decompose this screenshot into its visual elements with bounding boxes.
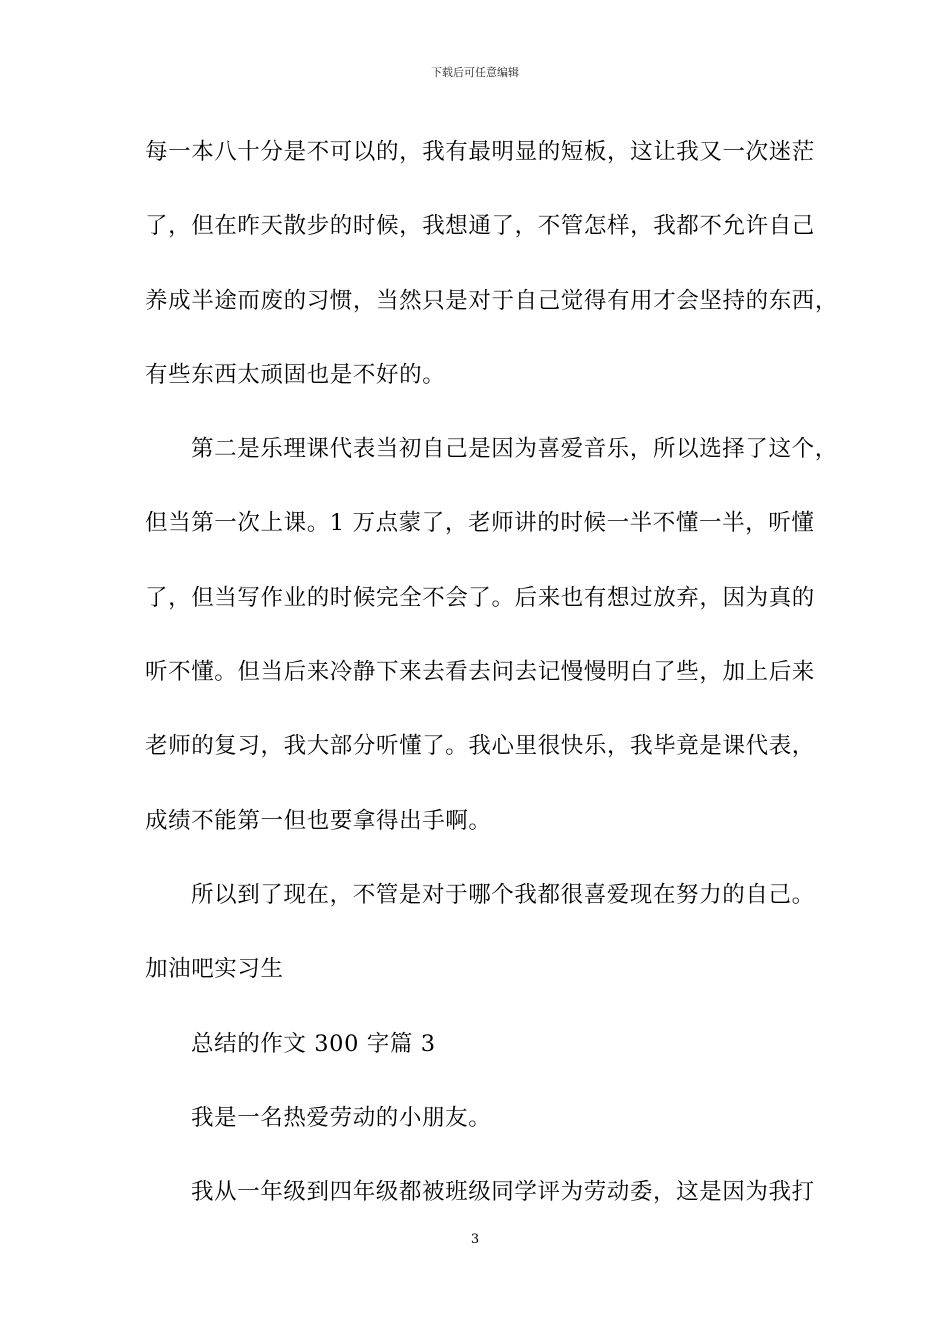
paragraph-start-line: 我是一名热爱劳动的小朋友。 (191, 1104, 492, 1131)
text-line: 听不懂。但当后来冷静下来去看去问去记慢慢明白了些，加上后来 (145, 659, 815, 686)
paragraph-start-line: 我从一年级到四年级都被班级同学评为劳动委，这是因为我打 (191, 1179, 815, 1206)
text-line: 了，但当写作业的时候完全不会了。后来也有想过放弃，因为真的 (145, 584, 815, 611)
page-number: 3 (470, 1232, 480, 1247)
text-line: 养成半途而废的习惯，当然只是对于自己觉得有用才会坚持的东西， (145, 287, 839, 314)
text-line: 了，但在昨天散步的时候，我想通了，不管怎样，我都不允许自己 (145, 213, 815, 240)
text-line: 老师的复习，我大部分听懂了。我心里很快乐，我毕竟是课代表， (145, 733, 815, 760)
paragraph-start-line: 第二是乐理课代表当初自己是因为喜爱音乐，所以选择了这个， (191, 436, 838, 463)
paragraph-start-line: 所以到了现在，不管是对于哪个我都很喜爱现在努力的自己。 (191, 881, 815, 908)
text-line: 有些东西太顽固也是不好的。 (145, 361, 446, 388)
text-line: 每一本八十分是不可以的，我有最明显的短板，这让我又一次迷茫 (145, 139, 815, 165)
text-line: 加油吧实习生 (145, 956, 284, 983)
section-heading: 总结的作文 300 字篇 3 (191, 1030, 436, 1057)
page-header: 下载后可任意编辑 (431, 66, 519, 79)
text-line: 但当第一次上课。1 万点蒙了，老师讲的时候一半不懂一半，听懂 (145, 510, 815, 537)
text-line: 成绩不能第一但也要拿得出手啊。 (145, 807, 492, 834)
document-body (145, 128, 839, 1242)
